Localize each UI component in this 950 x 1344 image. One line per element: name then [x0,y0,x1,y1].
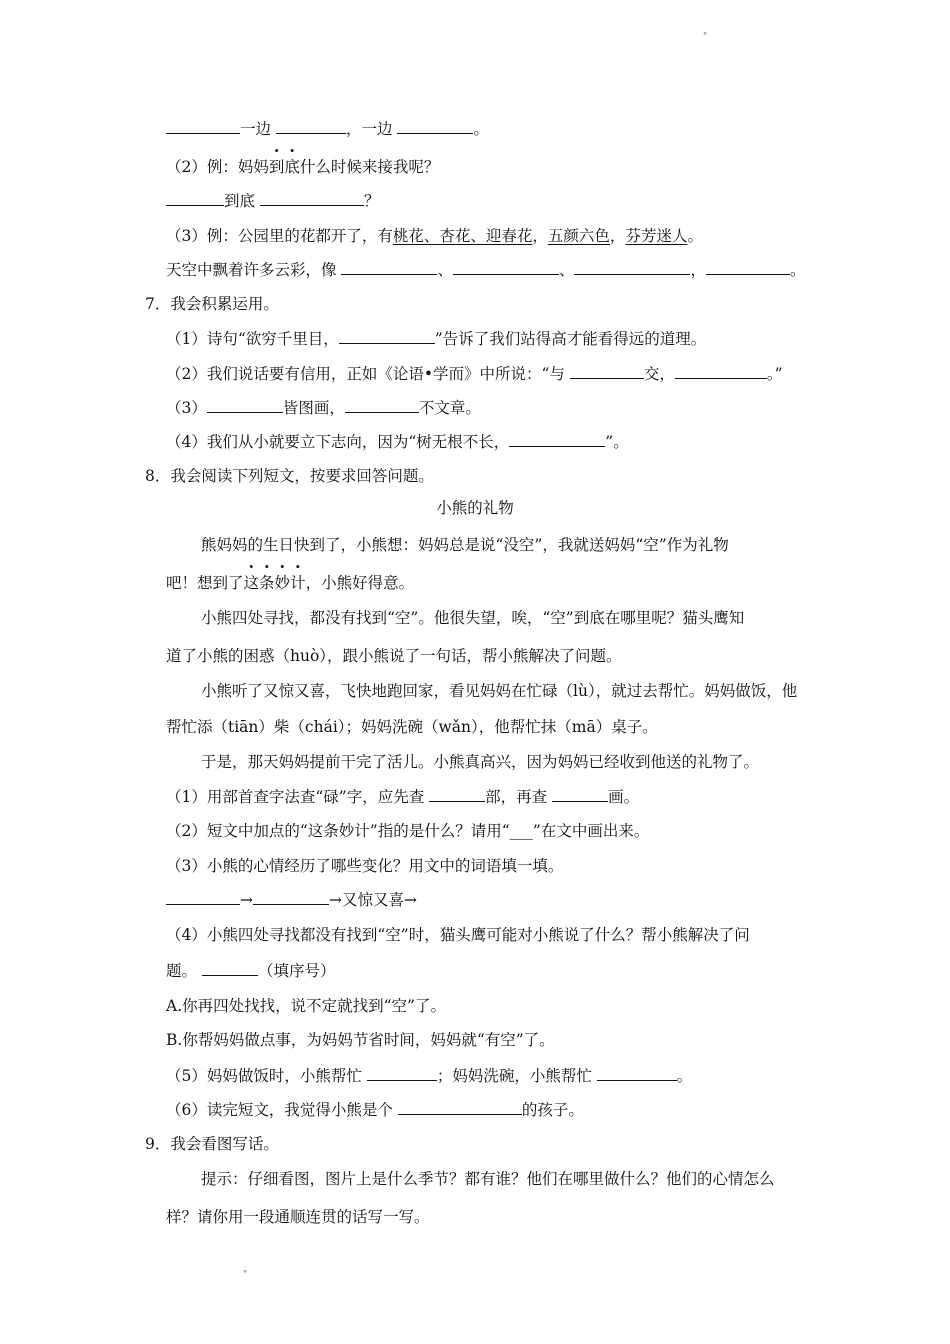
q7-item1 [166,328,706,350]
q7-title: 7．我会积累运用。 [145,295,279,313]
story-p2-line2: 道了小熊的困惑（huò），跟小熊说了一句话，帮小熊解决了问题。 [166,647,622,665]
text: 到底 [224,192,256,210]
blank[interactable] [260,190,364,206]
text: 一边 [240,120,272,138]
q8-sub1 [166,786,639,808]
blank[interactable] [552,786,608,802]
dotted-char: 到 [268,158,285,176]
blank[interactable] [253,889,329,905]
underline-mark: ___ [509,822,533,840]
text: （4）我们从小就要立下志向，因为“树无根不长， [166,433,510,451]
q8-sub4-line1: （4）小熊四处寻找都没有找到“空”时，猫头鹰可能对小熊说了什么？帮小熊解决了问 [166,926,750,944]
text: 画。 [608,788,640,806]
text: ”。 [605,433,629,451]
text: （1）诗句“欲穷千里目， [166,330,339,348]
dotted-word [269,158,300,176]
text: 不文章。 [418,399,481,417]
text: （6）读完短文，我觉得小熊是个 [166,1101,393,1119]
page-mark-bottom: " [243,1270,248,1280]
blank[interactable] [398,1099,522,1115]
text: 、 [558,261,575,279]
blank[interactable] [166,118,240,134]
text: 吧！想到了 [166,574,244,592]
story-p1-line2 [166,572,414,594]
blank[interactable] [397,118,473,134]
text: （1）用部首查字法查“碌”字，应先查 [166,788,425,806]
text: ”告诉了我们站得高才能看得远的道理。 [434,330,707,348]
text: 的孩子。 [521,1101,584,1119]
text: 。 [473,120,489,138]
blank[interactable] [367,1065,437,1081]
dotted-char: 条 [259,574,275,592]
blank[interactable] [202,960,258,976]
story-p3-line2: 帮忙添（tiān）柴（chái）；妈妈洗碗（wǎn），他帮忙抹（mā）桌子。 [166,718,658,736]
text: 交， [643,365,675,383]
text: 。 [790,261,806,279]
q8-sub5 [166,1065,692,1087]
text: ？ [363,192,380,210]
story-title: 小熊的礼物 [436,499,514,517]
text: ， [532,227,548,245]
text: ， [690,261,706,279]
text: ， [609,227,626,245]
text: 题。 [166,962,198,980]
text: ，小熊好得意。 [305,574,415,592]
text: （2）我们说话要有信用，正如《论语•学而》中所说：“与 [166,365,565,383]
blank[interactable] [207,397,283,413]
q7-item3 [166,397,481,419]
q6-line2 [166,190,379,212]
text: 部，再查 [485,788,548,806]
page-mark-top: " [703,32,708,42]
story-p4: 于是，那天妈妈提前干完了活儿。小熊真高兴，因为妈妈已经收到他送的礼物了。 [201,753,760,771]
text: （填序号） [257,962,336,980]
text: ，一边 [345,120,393,138]
q9-hint-line2: 样？请你用一段通顺连贯的话写一写。 [166,1208,430,1226]
q8-sub3: （3）小熊的心情经历了哪些变化？用文中的词语填一填。 [166,857,564,875]
q8-sub6 [166,1099,584,1121]
q6-example2 [166,156,439,178]
text: 。” [766,365,783,383]
q8-sub3-answer [166,889,417,911]
text: 。 [687,227,703,245]
underlined-text: 五颜六色 [547,227,610,245]
blank[interactable] [597,1065,677,1081]
q9-hint-line1: 提示：仔细看图，图片上是什么季节？都有谁？他们在哪里做什么？他们的心情怎么 [201,1170,775,1188]
story-p3-line1: 小熊听了又惊又喜，飞快地跑回家，看见妈妈在忙碌（lù），就过去帮忙。妈妈做饭，他 [201,682,798,700]
blank[interactable] [166,190,224,206]
option-b: B.你帮妈妈做点事，为妈妈节省时间，妈妈就“有空”了。 [166,1031,555,1049]
blank[interactable] [574,259,690,275]
q8-sub2 [166,820,649,842]
blank[interactable] [429,786,485,802]
q7-item4 [166,431,629,453]
option-a: A.你再四处找找，说不定就找到“空”了。 [166,997,446,1015]
dotted-char: 计 [290,574,306,592]
text: （3） [166,399,207,417]
q7-item2 [166,363,783,385]
text: 、 [437,261,453,279]
text: 什么时候来接我呢？ [299,158,440,176]
text: 天空中飘着许多云彩，像 [166,261,337,279]
text: （2）短文中加点的“这条妙计”指的是什么？请用“ [166,822,510,840]
blank[interactable] [570,363,644,379]
underlined-text: 芬芳迷人 [625,227,688,245]
dotted-char: 妙 [274,574,291,592]
text: →又惊又喜→ [329,891,417,909]
text: （5）妈妈做饭时，小熊帮忙 [166,1067,362,1085]
text: ”在文中画出来。 [532,822,650,840]
text: （3）例：公园里的花都开了，有 [166,227,393,245]
blank[interactable] [706,259,790,275]
q8-title: 8．我会阅读下列短文，按要求回答问题。 [145,467,434,485]
q9-title: 9．我会看图写话。 [145,1135,279,1153]
blank[interactable] [341,259,437,275]
story-p1-line1: 熊妈妈的生日快到了，小熊想：妈妈总是说“没空”，我就送妈妈“空”作为礼物 [201,536,729,554]
blank[interactable] [339,328,435,344]
q6-example3 [166,225,703,247]
dotted-char: 底 [284,158,300,176]
blank[interactable] [345,397,419,413]
q8-sub4-line2 [166,960,335,982]
blank[interactable] [166,889,240,905]
text: （2）例：妈妈 [166,158,269,176]
dotted-char: 这 [243,574,260,592]
text: 。 [676,1067,693,1085]
blank[interactable] [276,118,346,134]
arrow: → [240,891,253,909]
blank[interactable] [675,363,767,379]
underlined-text: 桃花、杏花、迎春花 [392,227,533,245]
text: 皆图画， [282,399,345,417]
story-p2-line1: 小熊四处寻找，都没有找到“空”。他很失望，唉，“空”到底在哪里呢？猫头鹰知 [201,609,745,627]
q6-line3 [166,259,806,281]
blank[interactable] [453,259,559,275]
text: ；妈妈洗碗，小熊帮忙 [436,1067,592,1085]
q6-line1 [166,118,489,140]
blank[interactable] [509,431,605,447]
